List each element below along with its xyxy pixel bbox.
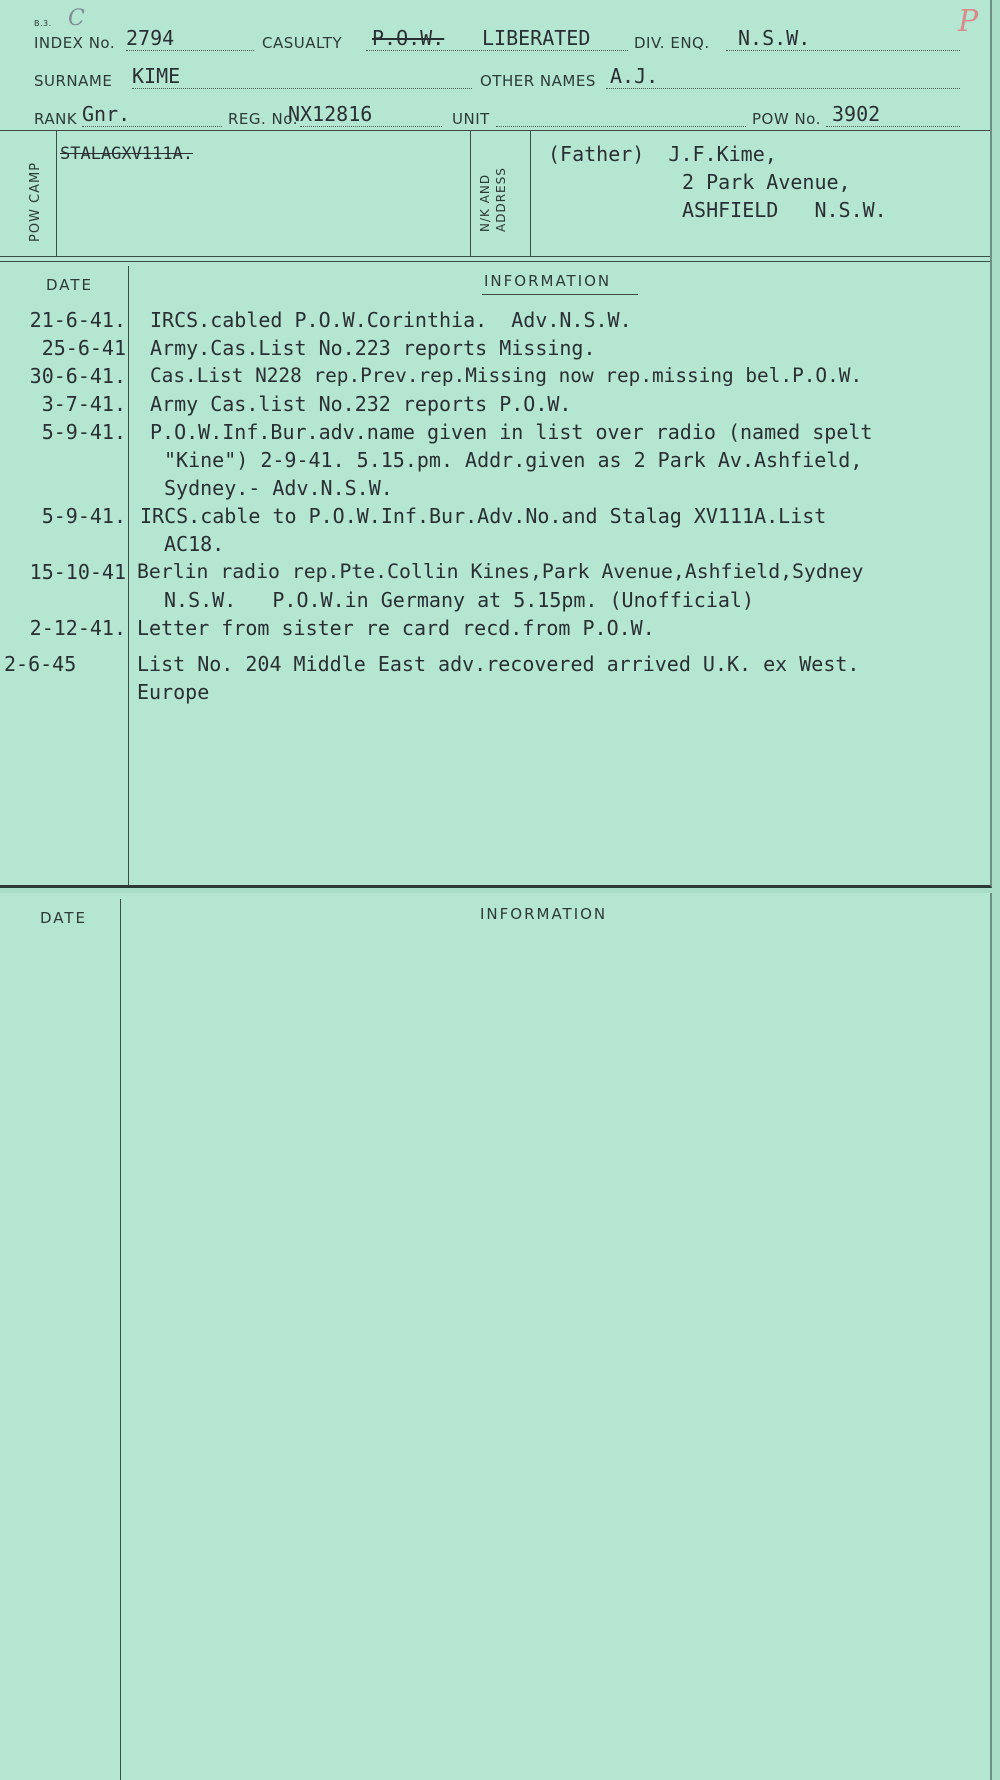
record-card-continuation bbox=[0, 893, 992, 1780]
entry-line: Berlin radio rep.Pte.Collin Kines,Park Avenue,Ashfield,Sydney bbox=[137, 560, 864, 583]
entry-date: 30-6-41. bbox=[29, 364, 126, 388]
entry-line: Sydney.- Adv.N.S.W. bbox=[164, 476, 393, 500]
form-mark: C bbox=[68, 6, 85, 31]
index-label: INDEX No. bbox=[34, 34, 116, 52]
information-header: INFORMATION bbox=[484, 272, 612, 290]
other-names-value: A.J. bbox=[610, 64, 659, 88]
entry-date: 15-10-41 bbox=[29, 560, 126, 584]
rank-label: RANK bbox=[34, 110, 78, 128]
entry-line: "Kine") 2-9-41. 5.15.pm. Addr.given as 2 Park Av.Ashfield, bbox=[164, 448, 863, 472]
entry-line: IRCS.cable to P.O.W.Inf.Bur.Adv.No.and Stalag XV111A.List bbox=[140, 504, 827, 528]
casualty-struck: P.O.W. bbox=[372, 26, 445, 50]
reg-value: NX12816 bbox=[288, 102, 373, 126]
nk-label-line1: N/K AND bbox=[478, 173, 492, 232]
casualty-label: CASUALTY bbox=[262, 34, 343, 52]
corner-mark: P bbox=[958, 4, 979, 39]
pow-camp-value: STALAGXV111A. bbox=[60, 144, 194, 164]
entry-line: IRCS.cabled P.O.W.Corinthia. Adv.N.S.W. bbox=[150, 308, 632, 332]
address-line2: 2 Park Avenue, bbox=[682, 170, 851, 194]
index-value: 2794 bbox=[126, 26, 175, 50]
entry-date: 3-7-41. bbox=[41, 392, 126, 416]
entry-date: 2-12-41. bbox=[29, 616, 126, 640]
reg-label: REG. No. bbox=[228, 110, 298, 128]
unit-label: UNIT bbox=[452, 110, 490, 128]
entry-date: 2-6-45 bbox=[4, 652, 77, 676]
address-line1: (Father) J.F.Kime, bbox=[548, 142, 777, 166]
casualty-value: LIBERATED bbox=[482, 26, 591, 50]
div-value: N.S.W. bbox=[738, 26, 811, 50]
entry-line: Letter from sister re card recd.from P.O.W. bbox=[137, 616, 655, 640]
entry-date: 21-6-41. bbox=[29, 308, 126, 332]
entry-line: Army Cas.list No.232 reports P.O.W. bbox=[150, 392, 572, 416]
form-code: B.3. bbox=[34, 19, 52, 28]
other-names-label: OTHER NAMES bbox=[480, 72, 596, 90]
address-line3: ASHFIELD N.S.W. bbox=[682, 198, 887, 222]
entry-line: Europe bbox=[137, 680, 210, 704]
surname-value: KIME bbox=[132, 64, 181, 88]
nk-label-line2: ADDRESS bbox=[494, 167, 508, 232]
entry-line: Army.Cas.List No.223 reports Missing. bbox=[150, 336, 596, 360]
record-card-front bbox=[0, 0, 992, 888]
entry-line: P.O.W.Inf.Bur.adv.name given in list over radio (named spelt bbox=[150, 420, 873, 444]
information-header-continuation: INFORMATION bbox=[480, 905, 608, 923]
date-header: DATE bbox=[46, 276, 94, 294]
entry-line: List No. 204 Middle East adv.recovered arrived U.K. ex West. bbox=[137, 652, 860, 676]
surname-label: SURNAME bbox=[34, 72, 113, 90]
date-header-continuation: DATE bbox=[40, 909, 88, 927]
entry-line: N.S.W. P.O.W.in Germany at 5.15pm. (Unofficial) bbox=[164, 588, 755, 612]
div-label: DIV. ENQ. bbox=[634, 34, 710, 52]
pow-no-value: 3902 bbox=[832, 102, 881, 126]
pow-no-label: POW No. bbox=[752, 110, 821, 128]
pow-camp-label: POW CAMP bbox=[28, 161, 43, 242]
entry-line: AC18. bbox=[164, 532, 225, 556]
entry-date: 5-9-41. bbox=[41, 504, 126, 528]
entry-date: 5-9-41. bbox=[41, 420, 126, 444]
rank-value: Gnr. bbox=[82, 102, 131, 126]
entry-date: 25-6-41 bbox=[41, 336, 126, 360]
entry-line: Cas.List N228 rep.Prev.rep.Missing now rep.missing bel.P.O.W. bbox=[150, 364, 863, 387]
